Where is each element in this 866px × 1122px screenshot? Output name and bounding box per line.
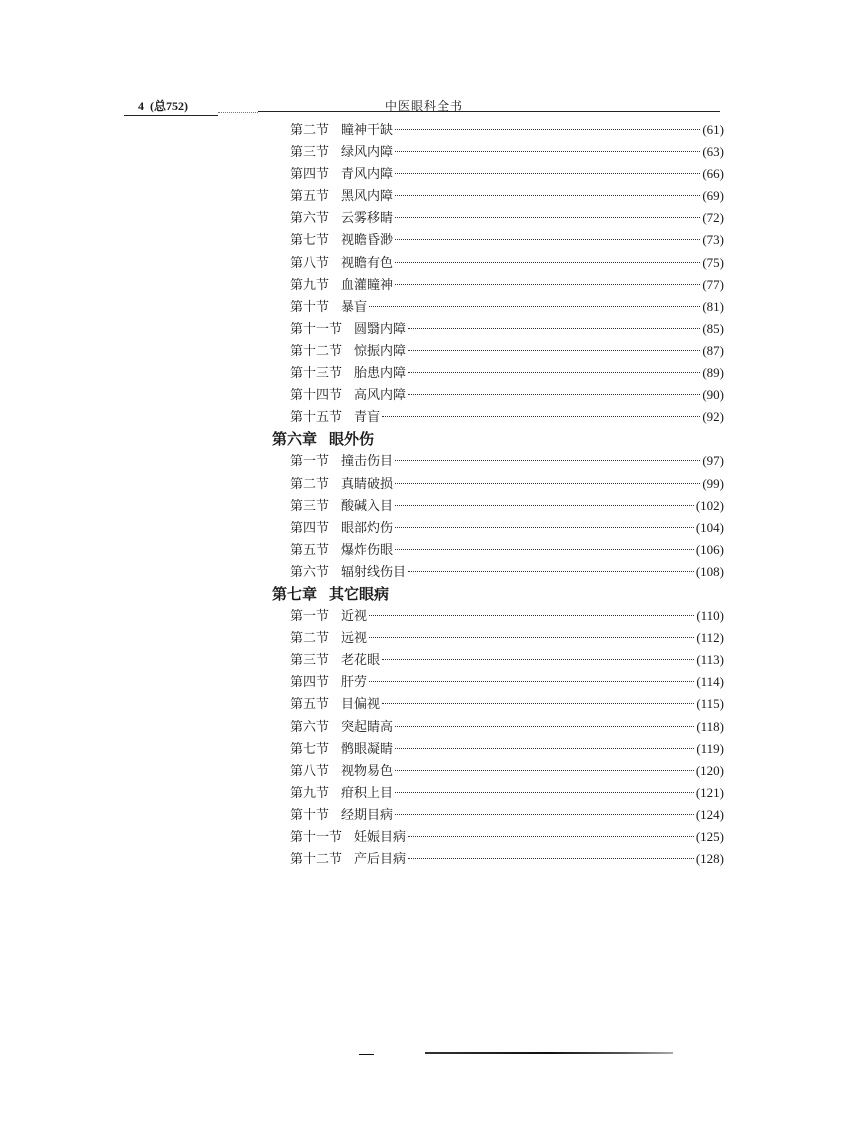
page-reference: (72) (702, 210, 724, 226)
toc-entry (272, 229, 724, 251)
section-title: 鹘眼凝睛 (341, 741, 394, 757)
page-reference: (87) (702, 342, 724, 358)
page-reference: (97) (702, 453, 724, 469)
toc-entry (272, 207, 724, 229)
section-title: 疳积上目 (341, 785, 394, 801)
toc-entry (272, 384, 724, 406)
page-reference: (89) (702, 365, 724, 381)
chapter-heading (272, 583, 724, 605)
chapter-heading (272, 428, 724, 450)
dot-leader (408, 835, 694, 837)
section-title: 黑风内障 (341, 189, 394, 205)
section-number: 第三节 (290, 653, 330, 669)
toc-entry (272, 141, 724, 163)
section-number: 第九节 (290, 785, 330, 801)
toc-entry (272, 517, 724, 539)
section-title: 近视 (341, 609, 368, 625)
page-reference: (114) (696, 674, 724, 690)
chapter-title: 其它眼病 (329, 584, 390, 603)
chapter-number: 第七章 (272, 584, 318, 603)
dot-leader (395, 283, 700, 285)
dot-leader (395, 459, 700, 461)
page-reference: (121) (695, 784, 724, 800)
dot-leader (408, 570, 694, 572)
section-title: 真睛破损 (341, 476, 394, 492)
toc-entry (272, 649, 724, 671)
toc-entry (272, 804, 724, 826)
toc-entry (272, 406, 724, 428)
dot-leader (395, 172, 700, 174)
page-reference: (118) (696, 718, 724, 734)
page-header (0, 97, 866, 117)
section-number: 第四节 (290, 520, 330, 536)
toc-entry (272, 473, 724, 495)
section-title: 目偏视 (341, 697, 381, 713)
page-reference: (92) (702, 409, 724, 425)
header-rule-left (124, 115, 218, 116)
section-number: 第六节 (290, 211, 330, 227)
page-reference: (75) (702, 254, 724, 270)
section-title: 妊娠目病 (354, 830, 407, 845)
section-number: 第十二节 (290, 343, 343, 359)
page-reference: (115) (696, 696, 724, 712)
dot-leader (395, 769, 694, 771)
section-title: 酸碱入目 (341, 498, 394, 514)
chapter-title: 眼外伤 (329, 430, 375, 449)
section-number: 第二节 (290, 123, 330, 138)
page-reference: (108) (695, 563, 724, 579)
page-reference: (104) (695, 519, 724, 535)
toc-entry (272, 605, 724, 627)
page-reference: (90) (702, 387, 724, 403)
toc-entry (272, 848, 724, 870)
section-number: 第九节 (290, 277, 330, 293)
section-title: 胎患内障 (354, 366, 407, 382)
page-number: 4 (总752) (138, 99, 188, 113)
page-reference: (73) (702, 232, 724, 248)
section-title: 视瞻昏渺 (341, 233, 394, 249)
section-number: 第十一节 (290, 321, 343, 337)
footer-rule-short (359, 1054, 374, 1055)
dot-leader (369, 305, 700, 307)
section-title: 云雾移睛 (341, 211, 394, 227)
section-number: 第一节 (290, 454, 330, 470)
dot-leader (395, 791, 694, 793)
toc-entry (272, 450, 724, 472)
page-reference: (125) (695, 829, 724, 844)
dot-leader (369, 680, 694, 682)
section-number: 第十四节 (290, 388, 343, 404)
dot-leader (395, 526, 694, 528)
dot-leader (382, 658, 694, 660)
toc-entry (272, 760, 724, 782)
page-reference: (113) (696, 652, 724, 668)
dot-leader (408, 349, 700, 351)
page-reference: (85) (702, 320, 724, 336)
section-title: 暴盲 (341, 299, 368, 315)
section-title: 辐射线伤目 (341, 564, 407, 580)
toc-entry (272, 252, 724, 274)
toc-entry (272, 738, 724, 760)
section-number: 第六节 (290, 719, 330, 735)
section-number: 第七节 (290, 741, 330, 757)
page-reference: (106) (695, 541, 724, 557)
page-reference: (66) (702, 166, 724, 182)
toc-entry (272, 693, 724, 715)
page-reference: (124) (695, 806, 724, 822)
section-title: 肝劳 (341, 675, 368, 691)
dot-leader (408, 393, 700, 395)
section-title: 老花眼 (341, 653, 381, 669)
section-number: 第十节 (290, 807, 330, 823)
dot-leader (395, 150, 700, 152)
section-number: 第八节 (290, 255, 330, 271)
page-reference: (128) (695, 851, 724, 867)
section-number: 第十一节 (290, 830, 343, 845)
toc-entry (272, 296, 724, 318)
page-reference: (110) (696, 608, 724, 624)
footer-rule-long (425, 1052, 673, 1054)
section-title: 撞击伤目 (341, 454, 394, 470)
page-reference: (99) (702, 475, 724, 491)
page-reference: (119) (696, 740, 724, 756)
toc-entry (272, 826, 724, 848)
book-title: 中医眼科全书 (385, 99, 464, 113)
section-title: 视瞻有色 (341, 255, 394, 271)
section-title: 突起睛高 (341, 719, 394, 735)
section-title: 视物易色 (341, 763, 394, 779)
dot-leader (395, 216, 700, 218)
section-number: 第五节 (290, 697, 330, 713)
section-number: 第五节 (290, 542, 330, 558)
toc-entry (272, 671, 724, 693)
section-number: 第四节 (290, 167, 330, 183)
dot-leader (369, 636, 694, 638)
dot-leader (382, 415, 700, 417)
toc-entry (272, 318, 724, 340)
section-title: 经期目病 (341, 807, 394, 823)
section-title: 高风内障 (354, 388, 407, 404)
page-reference: (120) (695, 762, 724, 778)
section-number: 第六节 (290, 564, 330, 580)
dot-leader (395, 725, 694, 727)
page-reference: (81) (702, 298, 724, 314)
table-of-contents (272, 119, 724, 870)
header-rule-dotted (218, 112, 258, 113)
page-reference: (69) (702, 188, 724, 204)
section-title: 爆炸伤眼 (341, 542, 394, 558)
toc-entry (272, 362, 724, 384)
section-number: 第五节 (290, 189, 330, 205)
section-title: 瞳神干缺 (341, 123, 394, 138)
page-reference: (112) (696, 630, 724, 646)
toc-entry (272, 782, 724, 804)
section-title: 青风内障 (341, 167, 394, 183)
dot-leader (382, 702, 694, 704)
section-title: 惊振内障 (354, 343, 407, 359)
section-number: 第二节 (290, 631, 330, 647)
toc-entry (272, 185, 724, 207)
dot-leader (408, 857, 694, 859)
dot-leader (369, 614, 694, 616)
dot-leader (395, 813, 694, 815)
section-number: 第十节 (290, 299, 330, 315)
dot-leader (395, 504, 694, 506)
dot-leader (395, 747, 694, 749)
page-reference: (77) (702, 276, 724, 292)
toc-entry (272, 627, 724, 649)
section-title: 血灌瞳神 (341, 277, 394, 293)
toc-entry (272, 561, 724, 583)
section-number: 第四节 (290, 675, 330, 691)
dot-leader (395, 482, 700, 484)
dot-leader (395, 128, 700, 130)
section-number: 第十二节 (290, 852, 343, 868)
section-number: 第二节 (290, 476, 330, 492)
toc-entry (272, 163, 724, 185)
header-rule (258, 111, 720, 112)
section-number: 第三节 (290, 145, 330, 161)
section-title: 产后目病 (354, 852, 407, 868)
section-title: 青盲 (354, 410, 381, 426)
toc-entry (272, 716, 724, 738)
toc-entry (272, 340, 724, 362)
section-number: 第一节 (290, 609, 330, 625)
page-reference: (102) (695, 497, 724, 513)
page-reference: (61) (702, 122, 724, 137)
dot-leader (395, 261, 700, 263)
section-number: 第十三节 (290, 366, 343, 382)
dot-leader (395, 194, 700, 196)
section-number: 第三节 (290, 498, 330, 514)
dot-leader (408, 371, 700, 373)
toc-entry (272, 495, 724, 517)
chapter-number: 第六章 (272, 430, 318, 449)
section-number: 第七节 (290, 233, 330, 249)
toc-entry (272, 119, 724, 141)
toc-entry (272, 539, 724, 561)
dot-leader (408, 327, 700, 329)
section-title: 绿风内障 (341, 145, 394, 161)
page-reference: (63) (702, 144, 724, 160)
section-number: 第十五节 (290, 410, 343, 426)
section-number: 第八节 (290, 763, 330, 779)
toc-entry (272, 274, 724, 296)
section-title: 圆翳内障 (354, 321, 407, 337)
dot-leader (395, 238, 700, 240)
section-title: 眼部灼伤 (341, 520, 394, 536)
section-title: 远视 (341, 631, 368, 647)
dot-leader (395, 548, 694, 550)
